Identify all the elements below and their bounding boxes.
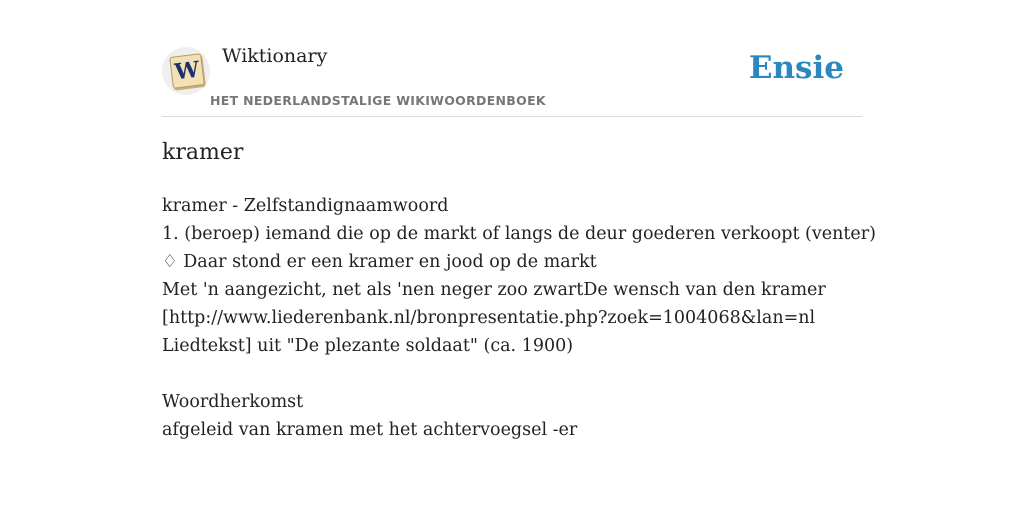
- site-header: [162, 0, 862, 117]
- page-container: [162, 0, 876, 440]
- site-name[interactable]: Wiktionary: [222, 45, 328, 67]
- definition-header: kramer - Zelfstandignaamwoord: [162, 196, 449, 216]
- page-title: kramer: [162, 140, 244, 165]
- wiktionary-logo[interactable]: [162, 47, 210, 95]
- quote-line: Met 'n aangezicht, net als 'nen neger zoo zwartDe wensch van den kramer: [162, 280, 826, 300]
- quote-line: Liedtekst] uit "De plezante soldaat" (ca. 1900): [162, 336, 574, 356]
- etymology-text: afgeleid van kramen met het achtervoegsel -er: [162, 420, 578, 440]
- etymology-header: Woordherkomst: [162, 392, 304, 412]
- ensie-logo[interactable]: Ensie: [748, 50, 844, 86]
- site-subtitle: HET NEDERLANDSTALIGE WIKIWOORDENBOEK: [210, 93, 546, 108]
- quote-line: [http://www.liederenbank.nl/bronpresentatie.php?zoek=1004068&lan=nl: [162, 308, 816, 328]
- wiktionary-logo-icon: W: [169, 53, 205, 89]
- spacer: [162, 360, 862, 388]
- entry-content: [162, 192, 876, 444]
- sense-definition: 1. (beroep) iemand die op de markt of langs de deur goederen verkoopt (venter): [162, 224, 876, 244]
- example-sentence: ♢ Daar stond er een kramer en jood op de markt: [162, 252, 597, 272]
